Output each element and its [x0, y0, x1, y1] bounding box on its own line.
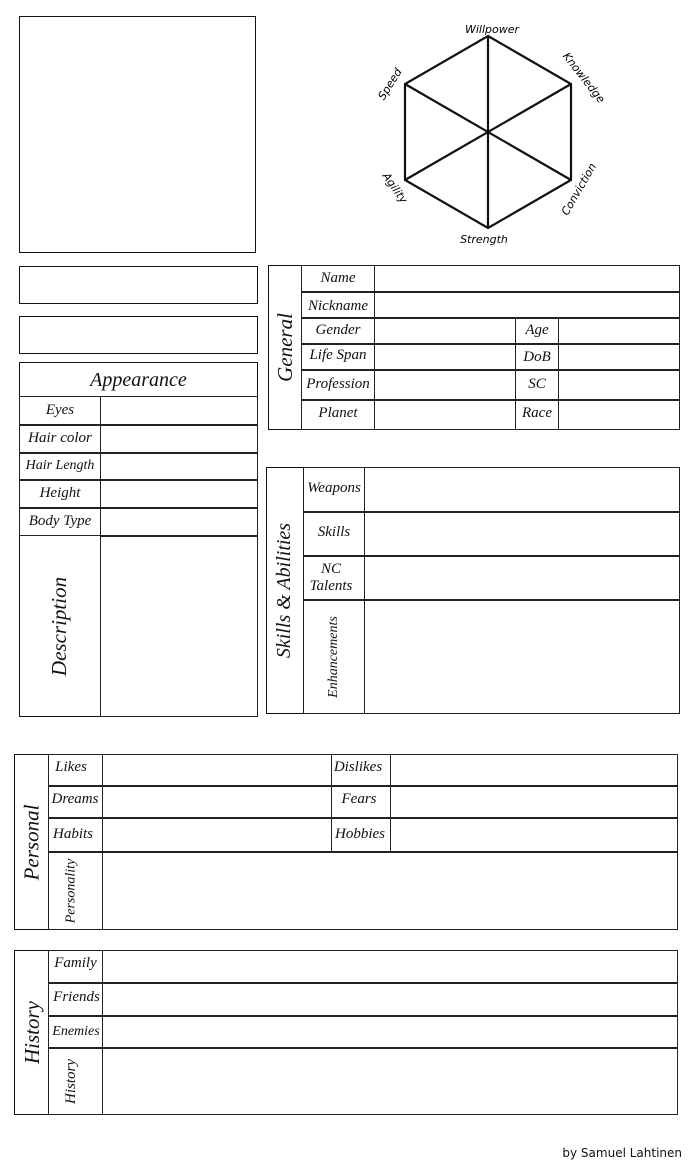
friends-label: Friends — [53, 989, 100, 1006]
gender-label: Gender — [315, 322, 361, 339]
personal-title: Personal — [19, 804, 44, 880]
enemies-label: Enemies — [52, 1023, 100, 1039]
sc-label: SC — [528, 376, 546, 393]
likes-field[interactable] — [102, 754, 332, 786]
life-span-field[interactable] — [374, 344, 516, 370]
history-title: History — [19, 1001, 44, 1064]
friends-field[interactable] — [102, 983, 678, 1016]
fears-label: Fears — [341, 791, 377, 808]
dob-label: DoB — [523, 349, 551, 366]
profession-label: Profession — [306, 376, 370, 393]
body-type-label: Body Type — [28, 513, 92, 530]
body-type-field[interactable] — [100, 508, 258, 536]
name-label: Name — [320, 269, 356, 286]
habits-label: Habits — [52, 826, 93, 843]
gender-field[interactable] — [374, 318, 516, 344]
eyes-label: Eyes — [45, 402, 75, 419]
blank-box-1 — [19, 266, 258, 304]
enhancements-label: Enhancements — [326, 616, 341, 698]
fears-field[interactable] — [390, 786, 678, 818]
blank-box-2 — [19, 316, 258, 354]
weapons-field[interactable] — [364, 467, 680, 512]
hair-length-label: Hair Length — [25, 458, 95, 474]
dislikes-field[interactable] — [390, 754, 678, 786]
author-credit: by Samuel Lahtinen — [562, 1146, 682, 1160]
likes-label: Likes — [55, 759, 87, 776]
general-title: General — [272, 313, 297, 382]
description-label: Description — [47, 576, 72, 676]
nc-talents-field[interactable] — [364, 556, 680, 600]
enhancements-field[interactable] — [364, 600, 680, 714]
wheel-label-strength: Strength — [460, 233, 508, 246]
wheel-label-speed: Speed — [375, 66, 405, 103]
description-field[interactable] — [100, 536, 258, 717]
personality-label: Personality — [63, 858, 79, 924]
hair-length-field[interactable] — [100, 453, 258, 480]
weapons-label: Weapons — [307, 479, 361, 496]
planet-field[interactable] — [374, 400, 516, 430]
hobbies-field[interactable] — [390, 818, 678, 852]
race-field[interactable] — [558, 400, 680, 430]
dislikes-label: Dislikes — [333, 759, 383, 776]
nc-talents-label: NC Talents — [309, 560, 353, 594]
wheel-label-willpower: Willpower — [464, 23, 520, 36]
attribute-wheel — [0, 0, 688, 260]
history-detail-label: History — [62, 1059, 79, 1104]
family-field[interactable] — [102, 950, 678, 983]
habits-field[interactable] — [102, 818, 332, 852]
wheel-label-agility: Agility — [379, 170, 411, 206]
race-label: Race — [522, 405, 552, 422]
nickname-label: Nickname — [308, 298, 368, 315]
hair-color-label: Hair color — [28, 430, 92, 447]
age-field[interactable] — [558, 318, 680, 344]
height-label: Height — [39, 485, 81, 502]
age-label: Age — [525, 322, 549, 339]
hobbies-label: Hobbies — [335, 826, 385, 843]
name-field[interactable] — [374, 265, 680, 292]
planet-label: Planet — [318, 405, 358, 422]
skills-field[interactable] — [364, 512, 680, 556]
appearance-title: Appearance — [90, 368, 187, 391]
wheel-label-knowledge: Knowledge — [560, 50, 608, 106]
history-field[interactable] — [102, 1048, 678, 1115]
dreams-field[interactable] — [102, 786, 332, 818]
dreams-label: Dreams — [51, 791, 99, 808]
family-label: Family — [54, 955, 97, 972]
wheel-label-conviction: Conviction — [558, 160, 600, 218]
hair-color-field[interactable] — [100, 425, 258, 453]
life-span-label: Life Span — [309, 347, 367, 364]
eyes-field[interactable] — [100, 396, 258, 425]
profession-field[interactable] — [374, 370, 516, 400]
sc-field[interactable] — [558, 370, 680, 400]
height-field[interactable] — [100, 480, 258, 508]
enemies-field[interactable] — [102, 1016, 678, 1048]
dob-field[interactable] — [558, 344, 680, 370]
personality-field[interactable] — [102, 852, 678, 930]
nickname-field[interactable] — [374, 292, 680, 318]
skills-label: Skills — [317, 524, 351, 541]
skills-title: Skills & Abilities — [273, 522, 296, 659]
